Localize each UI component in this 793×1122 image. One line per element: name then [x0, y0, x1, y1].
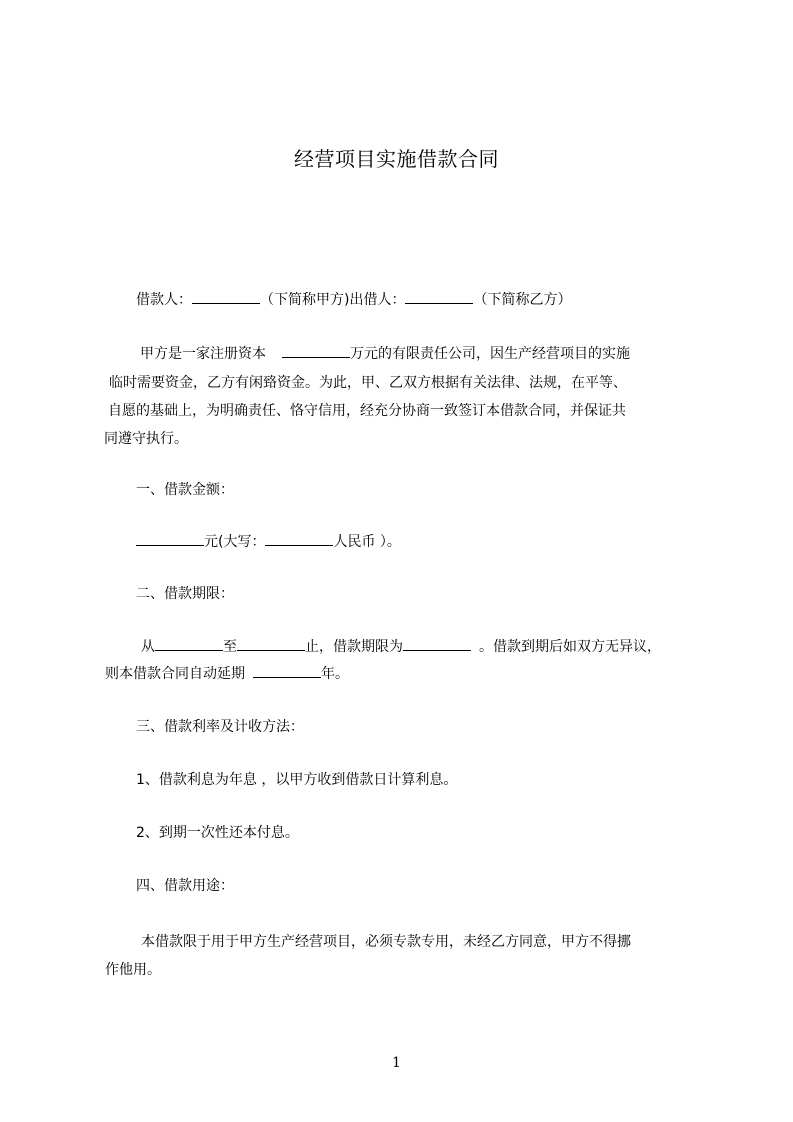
term-length-blank: [403, 638, 471, 651]
preamble-line-2: 临时需要资金，乙方有闲臵资金。为此，甲、乙双方根据有关法律、法规，在平等、: [109, 375, 627, 391]
amount-blank: [136, 533, 204, 546]
preamble-text: 甲方是一家注册资本: [140, 346, 266, 362]
term-text: 则本借款合同自动延期: [105, 666, 245, 682]
purpose-line-1: 本借款限于用于甲方生产经营项目，必须专款专用，未经乙方同意，甲方不得挪: [141, 934, 631, 950]
term-line-1: [141, 632, 661, 662]
section-heading: 二、借款期限：: [136, 586, 234, 602]
end-date-blank: [237, 638, 305, 651]
interest-item-2: 2、到期一次性还本付息。: [136, 825, 299, 841]
page-number: 1: [392, 1055, 401, 1071]
preamble-line-3: 自愿的基础上，为明确责任、恪守信用，经充分协商一致签订本借款合同，并保证共: [108, 403, 626, 419]
term-text: 从: [141, 639, 155, 655]
preamble-line-4: 同遵守执行。: [104, 431, 188, 447]
borrower-blank: [192, 291, 260, 304]
section-heading: 一、借款金额：: [136, 482, 234, 498]
lender-suffix: （下简称乙方）: [473, 292, 572, 308]
extension-blank: [253, 665, 321, 678]
preamble-text: 万元的有限责任公司，因生产经营项目的实施: [350, 346, 630, 362]
preamble-line-1: [140, 339, 630, 369]
lender-blank: [405, 291, 473, 304]
amount-words-blank: [265, 533, 333, 546]
section-heading: 四、借款用途：: [136, 878, 234, 894]
term-text: 至: [223, 639, 237, 655]
parties-line: [136, 285, 571, 315]
term-text: 年。: [321, 666, 349, 682]
start-date-blank: [155, 638, 223, 651]
term-text: 止，借款期限为: [305, 639, 403, 655]
amount-line: [136, 527, 401, 557]
amount-text: 人民币 ）。: [333, 534, 401, 550]
document-title: 经营项目实施借款合同: [294, 147, 499, 171]
capital-blank: [282, 345, 350, 358]
term-text: 。借款到期后如双方无异议，: [479, 639, 661, 655]
borrower-label: 借款人：: [136, 292, 192, 308]
term-line-2: [105, 659, 349, 689]
borrower-suffix: （下简称甲方)出借人：: [260, 292, 406, 308]
purpose-line-2: 作他用。: [105, 962, 161, 978]
amount-text: 元(大写：: [204, 534, 266, 550]
interest-item-1: 1、借款利息为年息 ，以甲方收到借款日计算利息。: [136, 772, 458, 788]
section-heading: 三、借款利率及计收方法：: [136, 719, 304, 735]
